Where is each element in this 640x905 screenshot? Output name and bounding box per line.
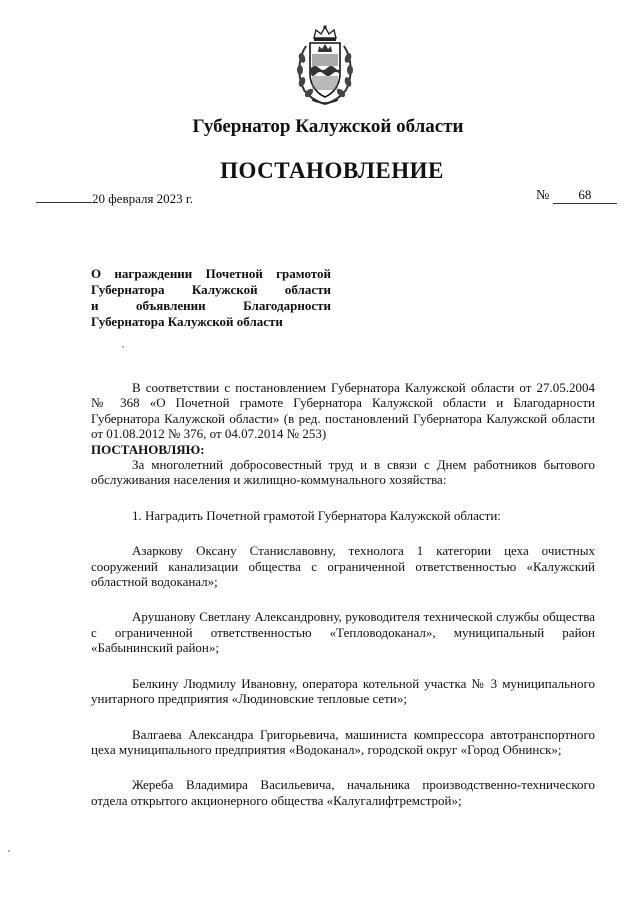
item-1-heading: 1. Наградить Почетной грамотой Губернатора Калужской области: <box>132 507 501 523</box>
subject-line: О награждении Почетной грамотой <box>91 266 331 281</box>
preamble-paragraph: В соответствии с постановлением Губернатора Калужской области от 27.05.2004 № 368 «О Почетной грамоте Губернатора Калужской области и Благодарности Губернатора Калужской области» (в ред. постановлений Губернатора Калужской области от 01.08.2012 № 376, от 04.07.2014 № 253) <box>91 380 595 442</box>
number-label: № <box>536 188 550 203</box>
document-body <box>91 380 595 808</box>
subject-line: Губернатора Калужской области <box>91 282 331 297</box>
document-date: 20 февраля 2023 г. <box>92 191 194 206</box>
scan-speck <box>8 850 10 852</box>
date-underline <box>36 189 92 203</box>
document-subject <box>91 266 331 330</box>
awardee-paragraph: Белкину Людмилу Ивановну, оператора котельной участка № 3 муниципального унитарного предприятия «Людиновские тепловые сети»; <box>91 675 595 707</box>
document-number-line <box>536 187 617 204</box>
subject-line: Губернатора Калужской области <box>91 314 283 329</box>
document-type-title: ПОСТАНОВЛЕНИЕ <box>220 158 444 183</box>
subject-line: и объявлении Благодарности <box>91 298 331 313</box>
decree-word: ПОСТАНОВЛЯЮ: <box>91 441 205 457</box>
document-date-line <box>36 189 193 207</box>
issuing-authority: Губернатор Калужской области <box>192 116 464 137</box>
awardee-paragraph: Валгаева Александра Григорьевича, машиниста компрессора автотранспортного цеха муниципального предприятия «Водоканал», городской округ «Город Обнинск»; <box>91 726 595 757</box>
awardee-paragraph: Азаркову Оксану Станиславовну, технолога 1 категории цеха очистных сооружений канализации общества с ограниченной ответственностью «Калужский областной водоканал»; <box>91 543 595 590</box>
awardee-paragraph: Жереба Владимира Васильевича, начальника производственно-технического отдела открытого акционерного общества «Калугалифтремстрой»; <box>91 777 595 808</box>
document-number: 68 <box>553 187 617 204</box>
reason-paragraph: За многолетний добросовестный труд и в связи с Днем работников бытового обслуживания населения и жилищно-коммунального хозяйства: <box>91 457 595 488</box>
kaluga-coat-of-arms-emblem <box>294 24 356 106</box>
scan-speck <box>122 346 124 348</box>
awardee-paragraph: Арушанову Светлану Александровну, руководителя технической службы общества с ограниченной ответственностью «Тепловодоканал», муниципальный район «Бабынинский район»; <box>91 609 595 656</box>
